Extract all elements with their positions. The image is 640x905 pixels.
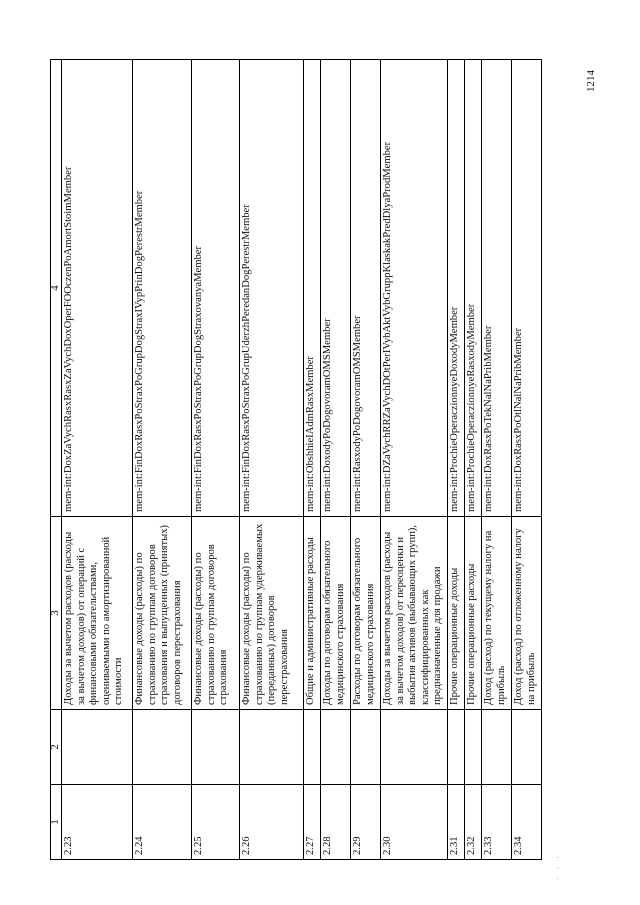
row-col2 — [192, 710, 240, 785]
row-number: 2.28 — [321, 785, 351, 860]
row-number: 2.23 — [62, 785, 133, 860]
row-number: 2.26 — [240, 785, 304, 860]
row-member: mem-int:DoxRasxPoOtlNalNaPribMember — [511, 60, 541, 517]
table-row — [481, 60, 511, 860]
row-member: mem-int:DoxRasxPoTekNalNaPribMember — [481, 60, 511, 517]
row-member: mem-int:ObshhieIAdmRasxMember — [304, 60, 321, 517]
row-col2 — [511, 710, 541, 785]
table-row — [351, 60, 381, 860]
page-number — [586, 66, 616, 96]
rotated-table-container — [50, 60, 537, 860]
row-number: 2.24 — [133, 785, 192, 860]
table-row — [447, 60, 464, 860]
table-row — [192, 60, 240, 860]
row-number: 2.25 — [192, 785, 240, 860]
row-description: Финансовые доходы (расходы) по страхованию по группам удерживаемых (переданных) договоров перестрахования — [240, 517, 304, 710]
row-description: Финансовые доходы (расходы) по страхованию по группам договоров страхования и выпущенных (принятых) договоров перестрахования — [133, 517, 192, 710]
table-row — [381, 60, 448, 860]
row-number: 2.31 — [447, 785, 464, 860]
row-member: mem-int:DZaVychRRZaVychDOtPerIVybAktVybGruppKlaskakPredDlyaProdMember — [381, 60, 448, 517]
scan-marks — [554, 853, 579, 880]
table-row — [62, 60, 133, 860]
member-table — [50, 59, 542, 860]
row-col2 — [321, 710, 351, 785]
header-col-1: 1 — [51, 785, 62, 860]
table-row — [511, 60, 541, 860]
row-number: 2.27 — [304, 785, 321, 860]
row-col2 — [304, 710, 321, 785]
row-description: Расходы по договорам обязательного медицинского страхования — [351, 517, 381, 710]
table-body — [62, 60, 542, 860]
page-number-text: 1214 — [585, 70, 597, 92]
table-row — [464, 60, 481, 860]
row-number: 2.30 — [381, 785, 448, 860]
row-description: Доходы по договорам обязательного медицинского страхования — [321, 517, 351, 710]
row-description: Общие и административные расходы — [304, 517, 321, 710]
row-number: 2.34 — [511, 785, 541, 860]
row-member: mem-int:FinDoxRasxPoStraxPoGrupUderzhPeredanDogPerestrMember — [240, 60, 304, 517]
scan-marks-text: · · · — [554, 853, 563, 880]
row-number: 2.32 — [464, 785, 481, 860]
row-member: mem-int:DoxodyPoDogovoramOMSMember — [321, 60, 351, 517]
row-description: Доход (расход) по отложенному налогу на прибыль — [511, 517, 541, 710]
row-col2 — [62, 710, 133, 785]
row-col2 — [464, 710, 481, 785]
row-col2 — [133, 710, 192, 785]
row-member: mem-int:FinDoxRasxPoStraxPoGrupDogStraxIVypPrinDogPerestrMember — [133, 60, 192, 517]
table-row — [240, 60, 304, 860]
row-member: mem-int:FinDoxRasxPoStraxPoGrupDogStraxovanyaMember — [192, 60, 240, 517]
table-header-row — [51, 60, 62, 860]
row-member: mem-int:DoxZaVychRasxRasxZaVychDoxOperFOOczenPoAmortStoimMember — [62, 60, 133, 517]
row-col2 — [447, 710, 464, 785]
row-member: mem-int:ProchieOperaczionnyeRasxodyMember — [464, 60, 481, 517]
table-row — [321, 60, 351, 860]
row-col2 — [481, 710, 511, 785]
row-number: 2.33 — [481, 785, 511, 860]
row-number: 2.29 — [351, 785, 381, 860]
table-row — [133, 60, 192, 860]
row-member: mem-int:ProchieOperaczionnyeDoxodyMember — [447, 60, 464, 517]
row-description: Финансовые доходы (расходы) по страхованию по группам договоров страхования — [192, 517, 240, 710]
table-row — [304, 60, 321, 860]
row-col2 — [381, 710, 448, 785]
row-description: Доходы за вычетом расходов (расходы за вычетом доходов) от операций с финансовыми обязательствами, оцениваемыми по амортизированной стоимости — [62, 517, 133, 710]
header-col-3: 3 — [51, 517, 62, 710]
row-description: Доходы за вычетом расходов (расходы за вычетом доходов) от переоценки и выбытия активов (выбывающих групп), классифицированных как предназначенные для продажи — [381, 517, 448, 710]
row-description: Прочие операционные расходы — [464, 517, 481, 710]
row-col2 — [351, 710, 381, 785]
header-col-2: 2 — [51, 710, 62, 785]
row-description: Прочие операционные доходы — [447, 517, 464, 710]
row-description: Доход (расход) по текущему налогу на прибыль — [481, 517, 511, 710]
row-member: mem-int:RasxodyPoDogovoramOMSMember — [351, 60, 381, 517]
header-col-4: 4 — [51, 60, 62, 517]
row-col2 — [240, 710, 304, 785]
